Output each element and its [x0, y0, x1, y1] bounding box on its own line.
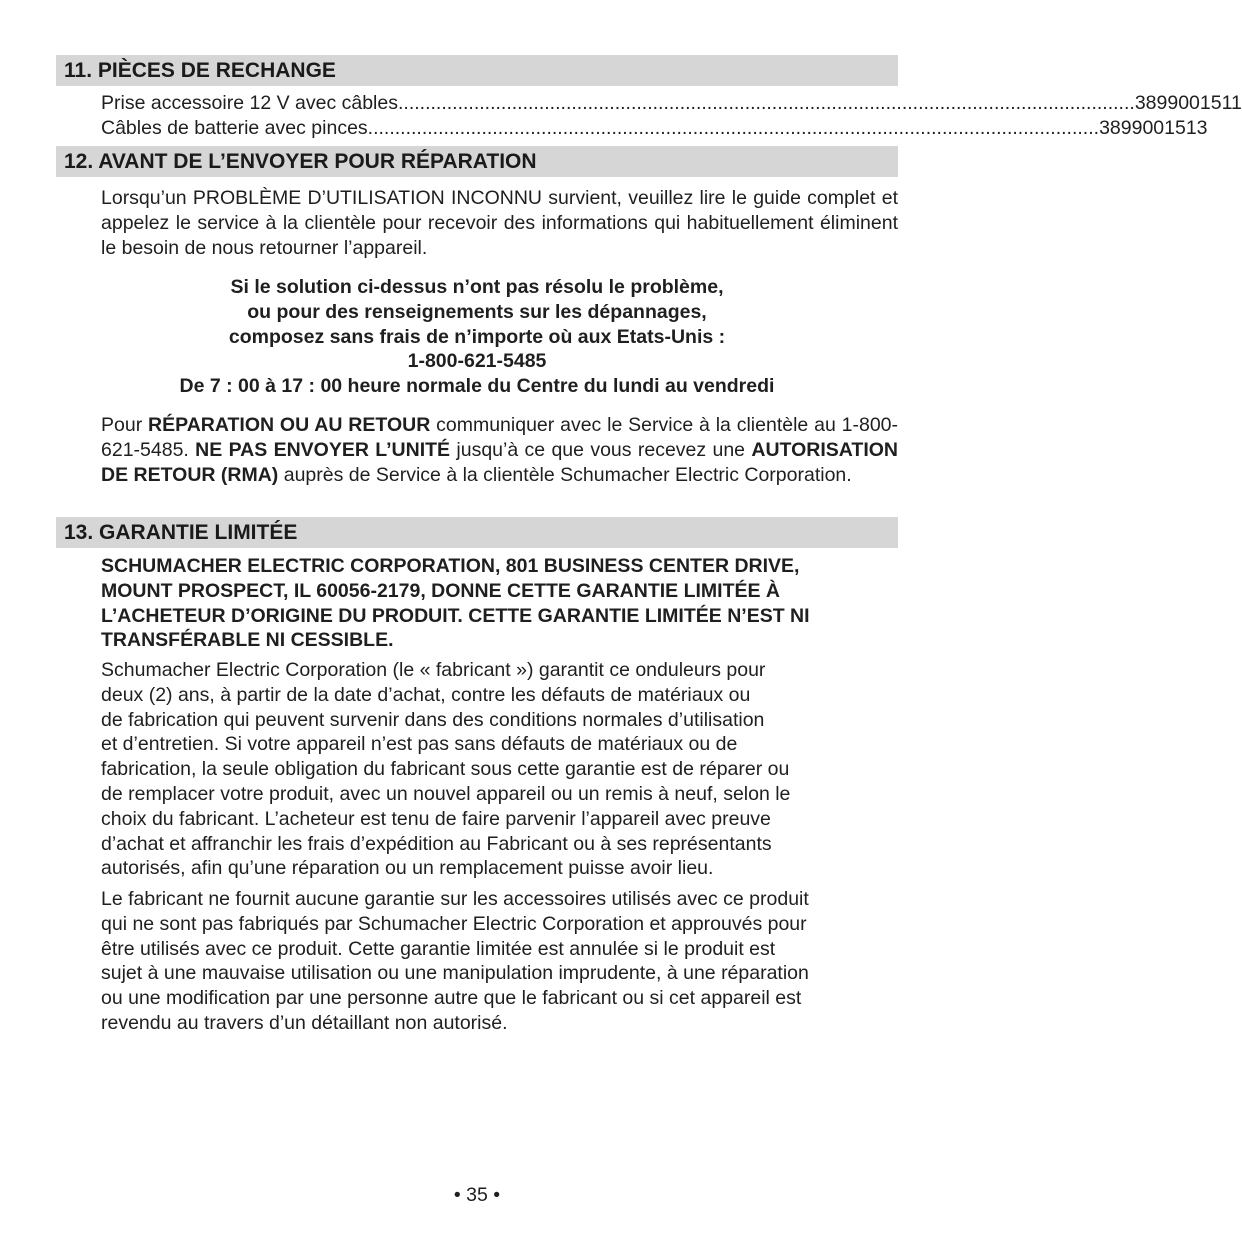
paragraph-line: fabrication, la seule obligation du fabricant sous cette garantie est de réparer ou [101, 758, 790, 781]
text-run: jusqu’à ce que vous recevez une [450, 438, 752, 461]
text-run: Pour [101, 414, 149, 436]
leader-dots: ....................................................................................................................................... [403, 92, 1135, 114]
parts-list-item [101, 116, 1208, 141]
paragraph-line: ou une modification par une personne autre que le fabricant ou si cet appareil est [101, 987, 802, 1010]
paragraph-line: revendu au travers d’un détaillant non autorisé. [101, 1011, 508, 1034]
warranty-paragraph-1 [101, 658, 898, 881]
paragraph-line: et d’entretien. Si votre appareil n’est pas sans défauts de matériaux ou de [101, 733, 738, 756]
paragraph-line: choix du fabricant. L’acheteur est tenu de faire parvenir l’appareil avec preuve [101, 807, 771, 830]
parts-list-item [101, 91, 1242, 116]
paragraph-line: qui ne sont pas fabriqués par Schumacher Electric Corporation et approuvés pour [101, 912, 807, 935]
part-name: Câbles de batterie avec pinces [101, 116, 368, 139]
support-callout [56, 275, 898, 399]
bold-run: NE PAS ENVOYER L’UNITÉ [195, 438, 451, 461]
warranty-statement-line: TRANSFÉRABLE NI CESSIBLE. [101, 629, 394, 652]
page-number: • 35 • [453, 1184, 501, 1206]
section-13-heading: 13. GARANTIE LIMITÉE [56, 517, 898, 548]
part-name: Prise accessoire 12 V avec câbles. [101, 92, 404, 114]
callout-hours: De 7 : 00 à 17 : 00 heure normale du Centre du lundi au vendredi [179, 375, 775, 398]
paragraph-line: de remplacer votre produit, avec un nouvel appareil ou un remis à neuf, selon le [101, 782, 791, 805]
warranty-paragraph-2 [101, 887, 898, 1036]
paragraph-line: Le fabricant ne fournit aucune garantie sur les accessoires utilisés avec ce produit [101, 888, 809, 910]
warranty-statement-line: MOUNT PROSPECT, IL 60056-2179, DONNE CETTE GARANTIE LIMITÉE À [101, 579, 781, 602]
paragraph-line: Schumacher Electric Corporation (le « fabricant ») garantit ce onduleurs pour [101, 659, 766, 681]
callout-line: Si le solution ci-dessus n’ont pas résolu le problème, [230, 276, 724, 298]
callout-line: composez sans frais de n’importe où aux Etats-Unis : [228, 325, 726, 348]
paragraph-line: de fabrication qui peuvent survenir dans des conditions normales d’utilisation [101, 708, 765, 731]
parts-list [101, 91, 1242, 141]
text-run: auprès de Service à la clientèle Schumacher Electric Corporation. [278, 463, 852, 486]
section-12-heading: 12. AVANT DE L’ENVOYER POUR RÉPARATION [56, 146, 898, 177]
part-number: 3899001511 [1134, 92, 1242, 114]
repair-paragraph [101, 413, 898, 487]
paragraph-line: autorisés, afin qu’une réparation ou un remplacement puisse avoir lieu. [101, 857, 714, 880]
warranty-statement [101, 554, 898, 653]
paragraph-line: d’achat et affranchir les frais d’expédition au Fabricant ou à ses représentants [101, 832, 772, 855]
paragraph-line: être utilisés avec ce produit. Cette garantie limitée est annulée si le produit est [101, 937, 776, 960]
warranty-statement-line: L’ACHETEUR D’ORIGINE DU PRODUIT. CETTE GARANTIE LIMITÉE N’EST NI [101, 604, 810, 627]
paragraph-line: sujet à une mauvaise utilisation ou une manipulation imprudente, à une réparation [101, 962, 809, 985]
section-11-heading: 11. PIÈCES DE RECHANGE [56, 55, 898, 86]
leader-dots: ....................................................................................................................................... [367, 116, 1100, 139]
text-run: communiquer avec le Service à la clientèle au 1-800-621-5485. [101, 414, 899, 461]
callout-phone: 1-800-621-5485 [407, 350, 547, 373]
paragraph-line: deux (2) ans, à partir de la date d’achat, contre les défauts de matériaux ou [101, 683, 751, 706]
part-number: 3899001513 [1099, 116, 1208, 139]
bold-run: RÉPARATION OU AU RETOUR [148, 414, 431, 436]
callout-line: ou pour des renseignements sur les dépannages, [247, 300, 707, 323]
warranty-statement-line: SCHUMACHER ELECTRIC CORPORATION, 801 BUSINESS CENTER DRIVE, [101, 555, 800, 577]
section-12-intro: Lorsqu’un PROBLÈME D’UTILISATION INCONNU survient, veuillez lire le guide complet et appelez le service à la clientèle pour recevoir des informations qui habituellement éliminent le besoin de nous retourner l’appareil. [101, 187, 898, 259]
bold-run: AUTORISATION DE RETOUR (RMA) [101, 438, 898, 486]
